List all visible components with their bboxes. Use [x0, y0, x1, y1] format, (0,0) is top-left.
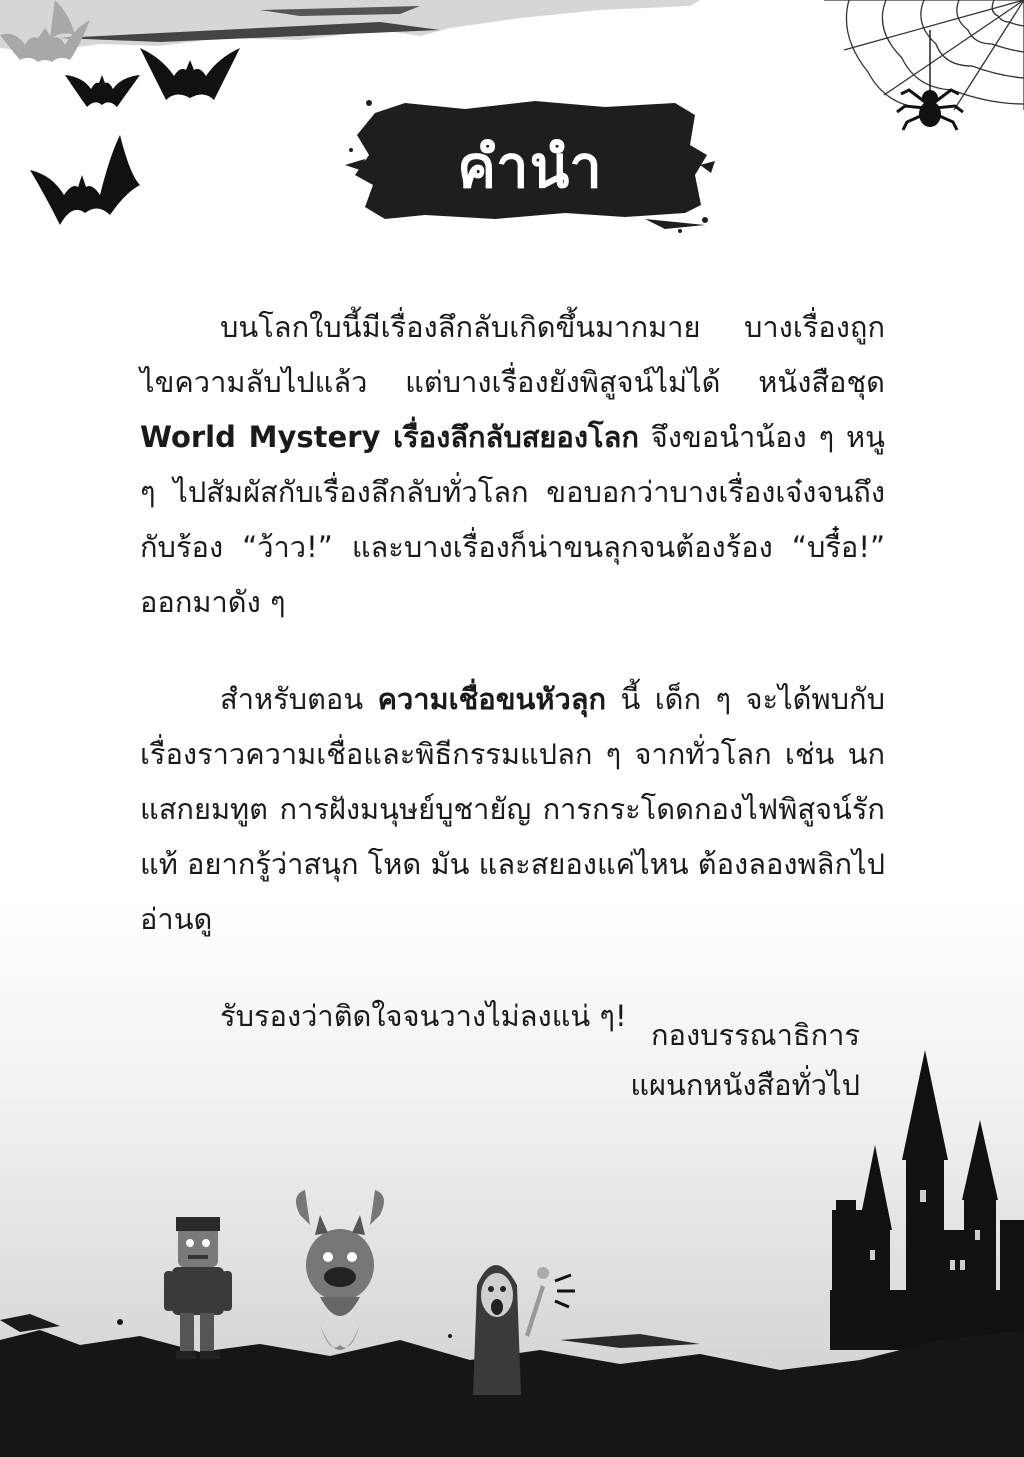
paragraph-2-text-b: นี้ เด็ก ๆ จะได้พบกับเรื่องราวความเชื่อและพิธีกรรมแปลก ๆ จากทั่วโลก เช่น นกแสกยมทูต การฝังมนุษย์บูชายัญ การกระโดดกองไฟพิสูจน์รักแท้ อยากรู้ว่าสนุก โหด มัน และสยองแค่ไหน ต้องลองพลิกไปอ่านดู	[140, 682, 885, 936]
page-title: คำนำ	[457, 132, 603, 201]
zombie-icon	[160, 1215, 235, 1365]
ghost-icon	[455, 1245, 580, 1395]
devil-icon	[280, 1185, 400, 1375]
paragraph-2-text-a: สำหรับตอน	[220, 682, 378, 716]
bat-icon	[30, 135, 140, 235]
bat-icon	[65, 55, 140, 115]
signature	[560, 1010, 860, 1110]
bat-icon	[140, 38, 240, 113]
paragraph-3-text: รับรองว่าติดใจจนวางไม่ลงแน่ ๆ!	[220, 999, 627, 1033]
preface-body	[140, 300, 885, 1044]
series-title: World Mystery เรื่องลึกลับสยองโลก	[140, 420, 639, 454]
signature-line-2: แผนกหนังสือทั่วไป	[630, 1068, 860, 1102]
episode-title: ความเชื่อขนหัวลุก	[377, 682, 607, 716]
paragraph-1-text-a: บนโลกใบนี้มีเรื่องลึกลับเกิดขึ้นมากมาย บางเรื่องถูกไขความลับไปแล้ว แต่บางเรื่องยังพิสูจน์ไม่ได้ หนังสือชุด	[140, 310, 885, 399]
spider-icon	[895, 30, 965, 140]
paragraph-2	[140, 672, 885, 947]
signature-line-1: กองบรรณาธิการ	[650, 1018, 860, 1052]
paragraph-1	[140, 300, 885, 630]
paragraph-1-text-b: จึงขอนำน้อง ๆ หนู ๆ ไปสัมผัสกับเรื่องลึกลับทั่วโลก ขอบอกว่าบางเรื่องเจ๋งจนถึงกับร้อง “ว้าว!” และบางเรื่องก็น่าขนลุกจนต้องร้อง “บรื๋อ!” ออกมาดัง ๆ	[140, 420, 885, 619]
